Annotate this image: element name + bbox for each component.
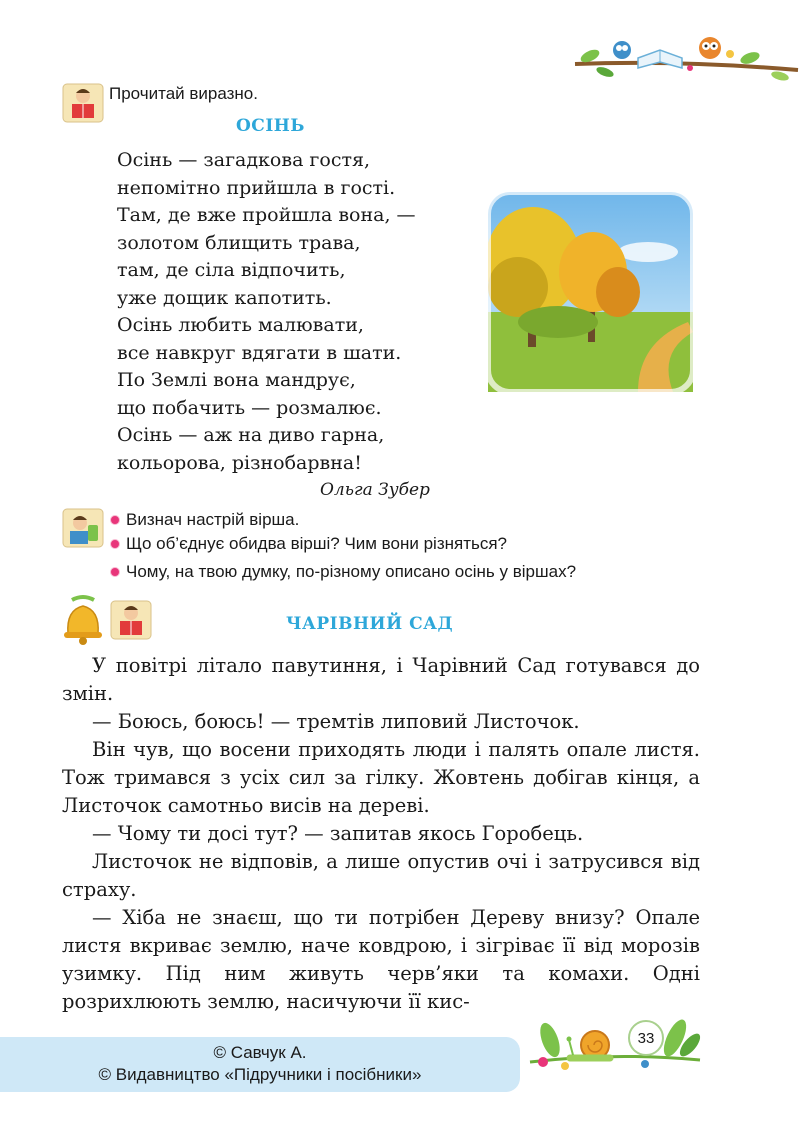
reading-child-icon <box>60 80 106 126</box>
questions-icon <box>60 505 106 551</box>
autumn-landscape-illustration <box>488 192 693 392</box>
snail-flowers-decoration <box>525 1000 705 1075</box>
story-paragraph: — Чому ти досі тут? — запитав якось Горобець. <box>92 822 584 845</box>
owls-branch-decoration <box>570 28 800 83</box>
question-text: Що об’єднує обидва вірші? Чим вони різняться? <box>126 534 508 553</box>
poem-line: там, де сіла відпочить, <box>117 259 346 281</box>
poem-line: непомітно прийшла в гості. <box>117 176 396 199</box>
pink-bullet-icon <box>110 567 120 577</box>
poem-author: Ольга Зубер <box>320 480 430 500</box>
poem-line: По Землі вона мандрує, <box>117 369 356 391</box>
copyright-publisher: © Видавництво «Підручники і посібники» <box>98 1065 422 1084</box>
poem-line: Осінь — аж на диво гарна, <box>117 424 385 446</box>
poem-line: Осінь любить малювати, <box>117 314 364 336</box>
copyright-author: © Савчук А. <box>213 1043 307 1062</box>
poem-text <box>117 147 416 477</box>
poem-line: золотом блищить трава, <box>117 231 361 254</box>
poem-title: ОСІНЬ <box>236 116 305 136</box>
reading-instruction: Прочитай виразно. <box>109 84 258 103</box>
reading-child-icon <box>108 597 154 643</box>
story-paragraph: У повітрі літало павутиння, і Чарівний Сад готувався до змін. <box>62 654 700 705</box>
story-title: ЧАРІВНИЙ САД <box>286 614 454 634</box>
page-number: 33 <box>628 1020 664 1056</box>
poem-line: уже дощик капотить. <box>117 286 332 309</box>
question-text: Чому, на твою думку, по-різному описано осінь у віршах? <box>126 562 577 581</box>
poem-line: Там, де вже пройшла вона, — <box>117 204 416 226</box>
bell-icon <box>58 592 108 647</box>
story-paragraph: — Хіба не знаєш, що ти потрібен Дереву внизу? Опале листя вкриває землю, наче ковдрою, і зігріває її від морозів узимку. Під ним живуть черв’яки та комахи. Одні розрихлюють землю, насичуючи її кис- <box>62 906 700 1013</box>
poem-line: Осінь — загадкова гостя, <box>117 149 371 171</box>
poem-line: все навкруг вдягати в шати. <box>117 341 402 364</box>
pink-bullet-icon <box>110 539 120 549</box>
poem-line: що побачить — розмалює. <box>117 396 382 419</box>
pink-bullet-icon <box>110 515 120 525</box>
poem-line: кольорова, різнобарвна! <box>117 451 362 474</box>
story-text <box>62 652 700 1016</box>
story-paragraph: Листочок не відповів, а лише опустив очі і затрусився від страху. <box>62 850 700 901</box>
question-item <box>110 534 507 554</box>
story-paragraph: Він чув, що восени приходять люди і палять опале листя. Тож тримався з усіх сил за гілку. Жовтень добігав кінця, а Листочок самотньо висів на дереві. <box>62 738 700 817</box>
question-item <box>110 562 576 582</box>
question-item <box>110 510 299 530</box>
story-paragraph: — Боюсь, боюсь! — тремтів липовий Листочок. <box>92 710 580 733</box>
question-text: Визнач настрій вірша. <box>126 510 300 529</box>
copyright-footer <box>0 1037 520 1092</box>
